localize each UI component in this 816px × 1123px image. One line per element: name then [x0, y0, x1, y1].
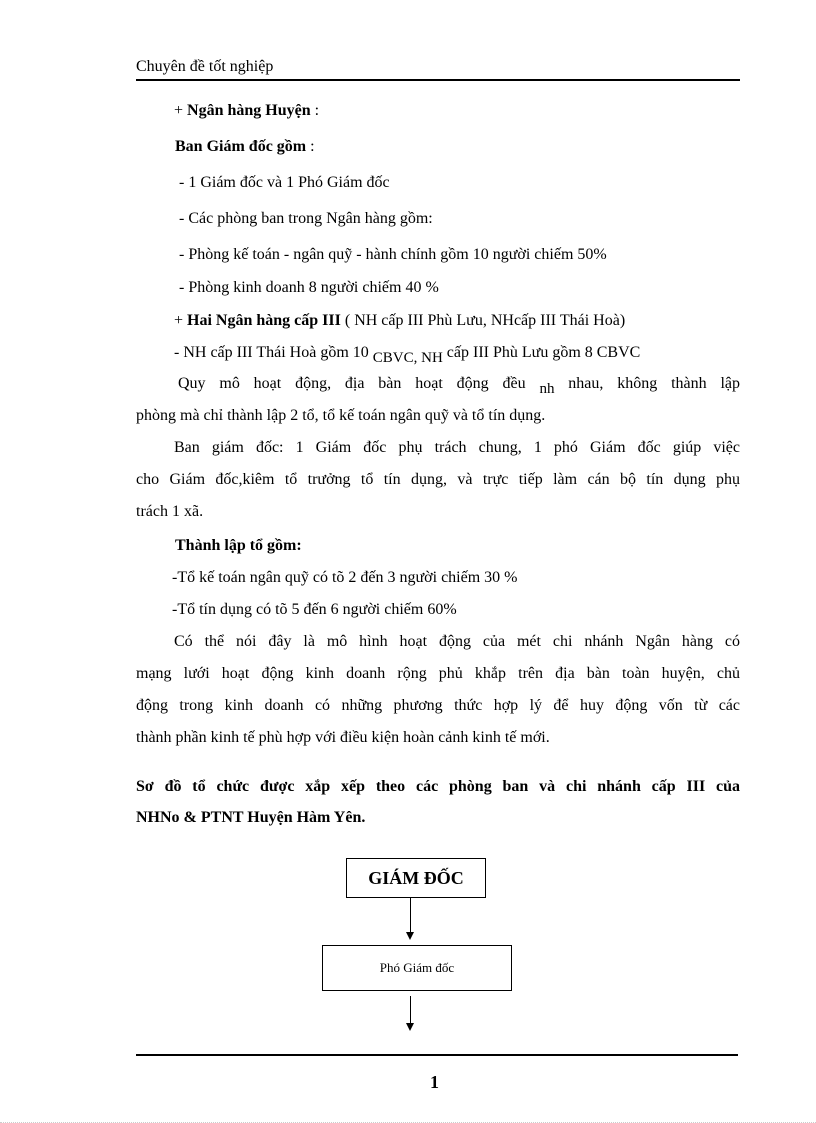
paragraph-line: cho Giám đốc,kiêm tổ trưởng tổ tín dụng, và trực tiếp làm cán bộ tín dụng phụ [136, 471, 740, 488]
paragraph-line: - Phòng kế toán - ngân quỹ - hành chính gồm 10 người chiếm 50% [179, 246, 607, 263]
org-box-label: GIÁM ĐỐC [368, 867, 464, 888]
org-box-pho-giam-doc [322, 945, 512, 991]
line-hai-ngan-hang [174, 311, 625, 331]
paragraph-line [136, 632, 740, 652]
paragraph-line [174, 343, 641, 366]
paragraph-line: động trong kinh doanh có những phương thức hợp lý để huy động vốn từ các [136, 697, 740, 714]
paragraph-line: mạng lưới hoạt động kinh doanh rộng phủ khắp trên địa bàn toàn huyện, chủ [136, 665, 740, 682]
text-segment: cấp III Phù Lưu gồm 8 CBVC [442, 344, 641, 361]
text-segment: ( NH cấp III Phù Lưu, NHcấp III Thái Hoà) [340, 312, 626, 329]
paragraph-line: thành phần kinh tế phù hợp với điều kiện hoàn cảnh kinh tế mới. [136, 729, 550, 746]
text-segment: : [310, 102, 320, 119]
text-segment: nhau, không thành lập [554, 375, 741, 392]
line-ngan-hang-huyen [174, 101, 319, 121]
arrow-down-icon [406, 1023, 414, 1031]
paragraph-line [136, 438, 740, 458]
text-segment: Ban giám đốc: 1 Giám đốc phụ trách chung, 1 phó Giám đốc giúp việc [174, 439, 740, 456]
text-segment: - NH cấp III Thái Hoà gồm 10 [174, 344, 373, 361]
text-segment: : [306, 138, 315, 155]
paragraph-line: -Tổ kế toán ngân quỹ có tõ 2 đến 3 người chiếm 30 % [172, 569, 518, 586]
text-segment: + [174, 102, 188, 119]
org-box-label: Phó Giám đốc [379, 960, 455, 975]
text-segment: + [174, 312, 188, 329]
header-rule [136, 79, 740, 81]
section-heading-cont: NHNo & PTNT Huyện Hàm Yên. [136, 809, 366, 826]
paragraph-line: - 1 Giám đốc và 1 Phó Giám đốc [179, 174, 390, 191]
line-ban-giam-doc [175, 137, 315, 157]
text-segment: CBVC, NH [372, 350, 443, 366]
heading-ban-giam-doc: Ban Giám đốc gồm [175, 138, 307, 155]
header-title: Chuyên đề tốt nghiệp [136, 58, 274, 75]
connector-line [410, 897, 411, 933]
paragraph-line: trách 1 xã. [136, 503, 204, 520]
heading-ngan-hang-huyen: Ngân hàng Huyện [187, 102, 311, 119]
section-heading: Sơ đồ tổ chức được xắp xếp theo các phòng ban và chi nhánh cấp III của [136, 778, 740, 795]
connector-line [410, 996, 411, 1024]
paragraph-line [136, 374, 741, 397]
text-segment: nh [539, 381, 555, 397]
heading-thanh-lap-to: Thành lập tổ gồm: [175, 537, 302, 554]
text-segment: Quy mô hoạt động, địa bàn hoạt động đều [178, 375, 540, 392]
footer-rule [136, 1054, 738, 1056]
paragraph-line: - Phòng kinh doanh 8 người chiếm 40 % [179, 279, 439, 296]
text-segment: Có thể nói đây là mô hình hoạt động của mét chi nhánh Ngân hàng có [174, 633, 740, 650]
paragraph-line: -Tổ tín dụng có tõ 5 đến 6 người chiếm 60% [172, 601, 457, 618]
paragraph-line: phòng mà chỉ thành lập 2 tổ, tổ kế toán ngân quỹ và tổ tín dụng. [136, 407, 546, 424]
page-number: 1 [430, 1072, 439, 1092]
arrow-down-icon [406, 932, 414, 940]
heading-hai-ngan-hang: Hai Ngân hàng cấp III [187, 312, 341, 329]
paragraph-line: - Các phòng ban trong Ngân hàng gồm: [179, 210, 433, 227]
org-box-giam-doc [346, 858, 486, 898]
